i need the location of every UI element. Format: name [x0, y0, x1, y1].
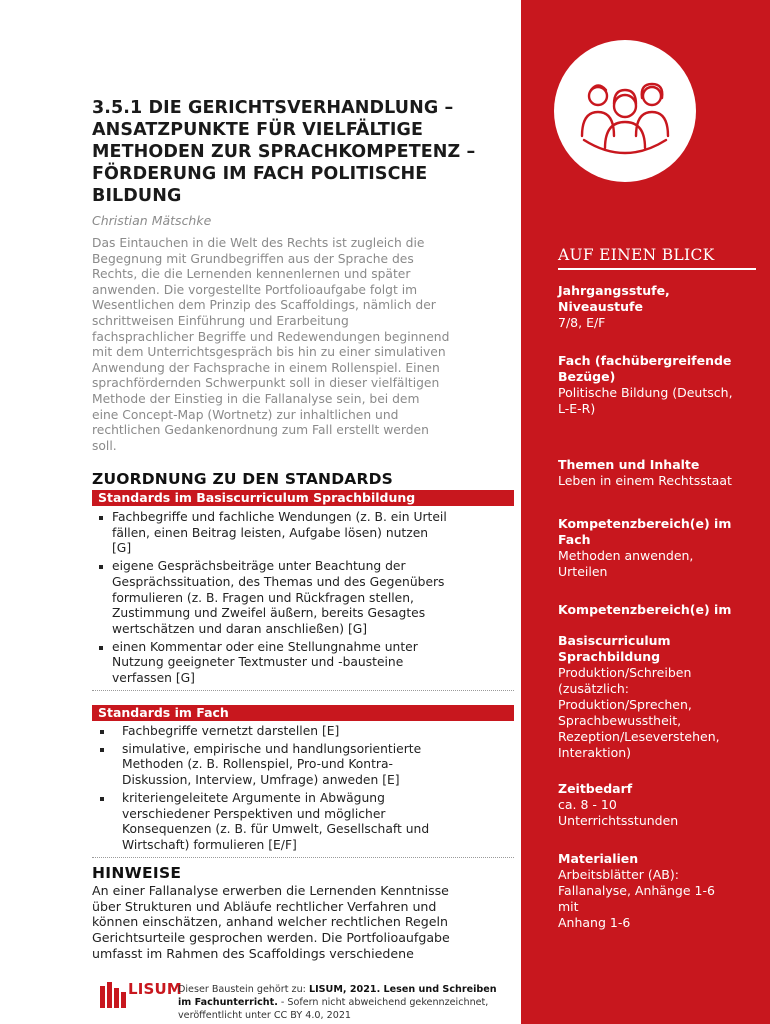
lisum-wordmark: LISUM	[128, 980, 183, 998]
title-line: 3.5.1 DIE GERICHTSVERHANDLUNG –	[92, 98, 454, 118]
bullet-icon	[99, 565, 103, 569]
intro-line: Wesentlichen dem Prinzip des Scaffoldings, nämlich der	[92, 298, 436, 313]
title-line: BILDUNG	[92, 186, 182, 206]
info-block-basiscurriculum: Basiscurriculum Sprachbildung Produktion/Schreiben (zusätzlich: Produktion/Sprechen, Sprachbewusstheit, Rezeption/Leseverstehen, Interaktion)	[558, 633, 720, 760]
title-line: FÖRDERUNG IM FACH POLITISCHE	[92, 164, 428, 184]
hinweise-line: An einer Fallanalyse erwerben die Lernenden Kenntnisse	[92, 883, 449, 898]
info-block-competence-fach: Kompetenzbereich(e) im Fach Methoden anwenden, Urteilen	[558, 516, 732, 579]
bullet-icon	[99, 646, 103, 650]
intro-line: Methode der Einstieg in die Fallanalyse sein, bei dem	[92, 391, 420, 406]
info-block-topics: Themen und Inhalte Leben in einem Rechtsstaat	[558, 457, 732, 488]
page-title	[92, 97, 522, 207]
lisum-mark-icon	[100, 982, 126, 1008]
intro-line: schrittweisen Einführung und Erarbeitung	[92, 313, 349, 328]
dotted-divider	[92, 857, 514, 858]
intro-line: Anwendung der Fachsprache in einem Rollenspiel. Einen	[92, 360, 440, 375]
hinweise-line: umfasst im Rahmen des Scaffoldings verschiedene	[92, 945, 414, 961]
intro-line: anwenden. Die vorgestellte Portfolioaufgabe folgt im	[92, 282, 418, 297]
hinweise-line: können einschätzen, anhand welcher rechtlichen Regeln	[92, 914, 448, 930]
intro-line: Rechts, die die Lernenden kennenlernen und später	[92, 267, 411, 282]
intro-line: mit dem Unterrichtsgespräch bis hin zu einer simulativen	[92, 345, 446, 360]
info-block-grade: Jahrgangsstufe, Niveaustufe 7/8, E/F	[558, 283, 670, 330]
list-item: simulative, empirische und handlungsorientierte Methoden (z. B. Rollenspiel, Pro-und Kontra- Diskussion, Interview, Umfrage) anweden [E]	[92, 742, 514, 789]
hinweise-heading: HINWEISE	[92, 864, 182, 882]
at-a-glance-heading: AUF EINEN BLICK	[558, 246, 715, 264]
title-line: METHODEN ZUR SPRACHKOMPETENZ –	[92, 142, 476, 162]
basis-standards-bar: Standards im Basiscurriculum Sprachbildung	[92, 490, 514, 506]
hinweise-line: Gerichtsurteile gesprochen werden. Die Portfolioaufgabe	[92, 930, 450, 946]
standards-heading: ZUORDNUNG ZU DEN STANDARDS	[92, 470, 394, 488]
main-column	[92, 0, 516, 1024]
heading-rule	[558, 268, 756, 270]
dotted-divider	[92, 690, 514, 691]
hinweise-line: über Strukturen und Abläufe rechtlicher Verfahren und	[92, 898, 437, 914]
lisum-logo	[100, 980, 183, 1010]
intro-line: Das Eintauchen in die Welt des Rechts ist zugleich die	[92, 236, 425, 250]
list-item: einen Kommentar oder eine Stellungnahme unter Nutzung geeigneter Textmuster und -bausteine verfassen [G]	[92, 640, 514, 687]
info-block-competence-label: Kompetenzbereich(e) im	[558, 602, 732, 617]
bullet-icon	[99, 516, 103, 520]
info-block-subject: Fach (fachübergreifende Bezüge) Politische Bildung (Deutsch, L-E-R)	[558, 353, 733, 416]
footer-text: Dieser Baustein gehört zu: LISUM, 2021. Lesen und Schreiben im Fachunterricht. - Sofern nicht abweichend gekennzeichnet, veröffentlicht unter CC BY 4.0, 2021	[178, 984, 497, 1021]
list-item: Fachbegriffe vernetzt darstellen [E]	[92, 724, 514, 740]
intro-line: Begegnung mit Grundbegriffen aus der Sprache des	[92, 251, 414, 266]
list-item: kriteriengeleitete Argumente in Abwägung verschiedener Perspektiven und möglicher Konsequenzen (z. B. für Umwelt, Gesellschaft und Wirtschaft) formulieren [E/F]	[92, 791, 514, 854]
list-item: Fachbegriffe und fachliche Wendungen (z. B. ein Urteil fällen, einen Beitrag leisten, Aufgabe lösen) nutzen [G]	[92, 510, 514, 557]
basis-standards-list	[92, 510, 514, 687]
bullet-icon	[100, 730, 104, 734]
intro-paragraph	[92, 236, 512, 454]
group-people-icon	[554, 40, 696, 182]
fach-standards-list	[92, 724, 514, 854]
bullet-icon	[100, 797, 104, 801]
intro-line: sprachfördernden Schwerpunkt soll in dieser vielfältigen	[92, 376, 440, 391]
footer	[100, 980, 520, 1024]
title-line: ANSATZPUNKTE FÜR VIELFÄLTIGE	[92, 120, 424, 140]
intro-line: eine Concept-Map (Wortnetz) zur inhaltlichen und	[92, 407, 399, 422]
hinweise-paragraph	[92, 883, 516, 962]
author-name: Christian Mätschke	[92, 213, 212, 228]
info-block-time: Zeitbedarf ca. 8 - 10 Unterrichtsstunden	[558, 781, 679, 828]
intro-line: rechtlichen Gedankenordnung zum Fall erstellt werden	[92, 423, 429, 438]
bullet-icon	[100, 748, 104, 752]
list-item: eigene Gesprächsbeiträge unter Beachtung der Gesprächssituation, des Themas und des Gegenübers formulieren (z. B. Fragen und Rückfragen stellen, Zustimmung und Zweifel äußern, bereits Gesagtes wertschätzen und daran anschließen) [G]	[92, 559, 514, 638]
intro-line: fachsprachlicher Begriffe und Redewendungen beginnend	[92, 329, 450, 344]
fach-standards-bar: Standards im Fach	[92, 705, 514, 721]
info-block-materials: Materialien Arbeitsblätter (AB): Fallanalyse, Anhänge 1-6 mit Anhang 1-6	[558, 851, 715, 930]
info-sidebar	[521, 0, 770, 1024]
intro-line: soll.	[92, 438, 117, 453]
